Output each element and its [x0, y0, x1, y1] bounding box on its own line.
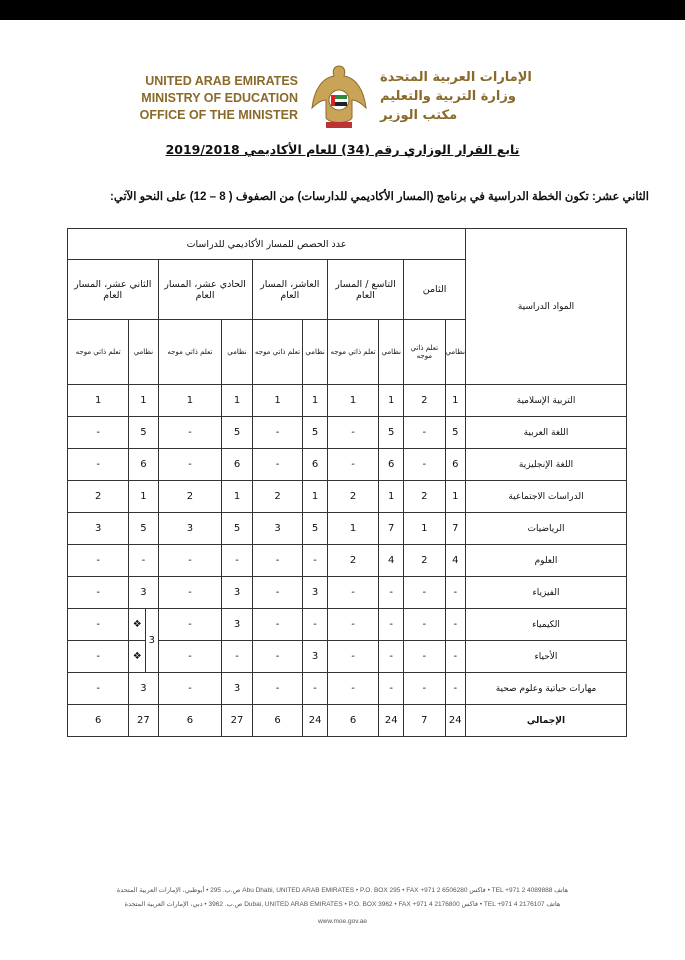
footer-website: www.moe.gov.ae [317, 918, 367, 925]
value-cell: 2 [68, 481, 129, 513]
value-cell: - [327, 641, 378, 673]
value-cell: - [327, 673, 378, 705]
value-cell: 3 [303, 641, 328, 673]
value-cell: - [158, 609, 222, 641]
value-cell: 6 [379, 449, 404, 481]
value-cell: 3 [303, 577, 328, 609]
value-cell: 2 [404, 545, 445, 577]
value-cell: 5 [129, 513, 158, 545]
value-cell: - [222, 641, 252, 673]
value-cell: - [404, 417, 445, 449]
value-cell: 1 [327, 385, 378, 417]
letterhead-line: MINISTRY OF EDUCATION [141, 91, 298, 105]
value-cell: 2 [158, 481, 222, 513]
value-cell: - [68, 577, 129, 609]
value-cell: - [68, 545, 129, 577]
value-cell: 6 [129, 449, 158, 481]
value-cell: - [68, 417, 129, 449]
value-cell: 24 [445, 705, 465, 737]
top-black-bar [0, 0, 685, 20]
value-cell: - [252, 449, 303, 481]
subject-cell: مهارات حياتية وعلوم صحية [466, 673, 627, 705]
value-cell: 1 [68, 385, 129, 417]
subject-cell: العلوم [466, 545, 627, 577]
value-cell: - [404, 641, 445, 673]
value-cell: - [379, 577, 404, 609]
value-cell: 6 [252, 705, 303, 737]
value-cell: - [158, 545, 222, 577]
value-cell: - [327, 609, 378, 641]
value-cell: 3 [158, 513, 222, 545]
value-cell: - [445, 641, 465, 673]
subject-cell: اللغة الإنجليزية [466, 449, 627, 481]
sub-header-self-learning: تعلم ذاتي موجه [252, 320, 303, 385]
value-cell: - [404, 577, 445, 609]
value-cell: 5 [129, 417, 158, 449]
value-cell: 2 [327, 545, 378, 577]
grade-header: العاشر، المسار العام [252, 260, 327, 320]
sub-header-self-learning: تعلم ذاتي موجه [68, 320, 129, 385]
sub-header-regular: نظامي [222, 320, 252, 385]
value-cell: - [445, 577, 465, 609]
value-cell: - [303, 545, 328, 577]
value-cell: ❖ [129, 609, 146, 641]
value-cell: 6 [445, 449, 465, 481]
table-row [68, 385, 627, 417]
value-cell: - [327, 449, 378, 481]
value-cell: - [158, 641, 222, 673]
value-cell: 27 [129, 705, 158, 737]
value-cell: - [404, 609, 445, 641]
value-cell: 1 [445, 385, 465, 417]
value-cell: 1 [303, 481, 328, 513]
value-cell: 1 [379, 385, 404, 417]
grade-header: الثاني عشر، المسار العام [68, 260, 159, 320]
value-cell: 5 [445, 417, 465, 449]
value-cell: 1 [222, 385, 252, 417]
shared-value-cell: 3 [146, 609, 158, 673]
value-cell: 6 [303, 449, 328, 481]
value-cell: 2 [252, 481, 303, 513]
sub-header-self-learning: تعلم ذاتي موجه [158, 320, 222, 385]
value-cell: 5 [303, 417, 328, 449]
value-cell: 7 [404, 705, 445, 737]
table-row [68, 481, 627, 513]
sub-header-regular: نظامي [129, 320, 158, 385]
subject-cell: الفيزياء [466, 577, 627, 609]
english-letterhead [140, 73, 298, 124]
value-cell: - [445, 673, 465, 705]
value-cell: - [252, 609, 303, 641]
arabic-letterhead [380, 68, 550, 125]
table-row [68, 513, 627, 545]
value-cell: 1 [303, 385, 328, 417]
value-cell: 3 [222, 609, 252, 641]
sub-header-self-learning: تعلم ذاتي موجه [327, 320, 378, 385]
value-cell: 27 [222, 705, 252, 737]
value-cell: 6 [222, 449, 252, 481]
subject-cell: الكيمياء [466, 609, 627, 641]
value-cell: 24 [303, 705, 328, 737]
subject-cell: الأحياء [466, 641, 627, 673]
subject-cell: التربية الإسلامية [466, 385, 627, 417]
value-cell: 3 [222, 673, 252, 705]
value-cell: 5 [303, 513, 328, 545]
value-cell: - [68, 673, 129, 705]
value-cell: 1 [327, 513, 378, 545]
letterhead-line: OFFICE OF THE MINISTER [139, 108, 298, 122]
subject-cell: الإجمالي [466, 705, 627, 737]
value-cell: - [404, 449, 445, 481]
value-cell: 4 [445, 545, 465, 577]
value-cell: - [303, 673, 328, 705]
value-cell: 6 [68, 705, 129, 737]
table-row [68, 705, 627, 737]
uae-emblem-icon [308, 62, 370, 134]
value-cell: - [379, 673, 404, 705]
sub-header-self-learning: تعلم ذاتي موجه [404, 320, 445, 385]
value-cell: 1 [129, 385, 158, 417]
value-cell: 1 [252, 385, 303, 417]
grade-header: التاسع / المسار العام [327, 260, 403, 320]
value-cell: - [252, 673, 303, 705]
document-title: تابع القرار الوزاري رقم (34) للعام الأكاديمي 2019/2018 [165, 142, 520, 157]
table-row [68, 609, 627, 641]
value-cell: 1 [222, 481, 252, 513]
value-cell: - [327, 417, 378, 449]
value-cell: 5 [222, 513, 252, 545]
value-cell: 1 [158, 385, 222, 417]
value-cell: 3 [129, 673, 158, 705]
value-cell: - [252, 545, 303, 577]
value-cell: - [129, 545, 158, 577]
value-cell: 3 [222, 577, 252, 609]
value-cell: 6 [327, 705, 378, 737]
table-row [68, 673, 627, 705]
letterhead-line: وزارة التربية والتعليم [380, 89, 516, 104]
letterhead-line: UNITED ARAB EMIRATES [145, 74, 298, 88]
value-cell: 7 [379, 513, 404, 545]
subject-cell: اللغة العربية [466, 417, 627, 449]
value-cell: 1 [445, 481, 465, 513]
value-cell: - [158, 417, 222, 449]
table-body [68, 385, 627, 737]
value-cell: - [222, 545, 252, 577]
value-cell: 1 [404, 513, 445, 545]
value-cell: - [158, 673, 222, 705]
value-cell: 24 [379, 705, 404, 737]
footer-address-abudhabi: ص.ب. 295 • أبوظبي، الإمارات العربية المتحدة Abu Dhabi, UNITED ARAB EMIRATES • P.O. BOX 295 • FAX +971 2 6506280 فاكس • TEL +971 2 4089888 هاتف [116, 887, 569, 894]
intro-text: الثاني عشر: تكون الخطة الدراسية في برنامج (المسار الأكاديمي للدارسات) من الصفوف ( 8 – 12) على النحو الآتي: [110, 191, 649, 203]
value-cell: 5 [222, 417, 252, 449]
grade-header: الحادي عشر، المسار العام [158, 260, 252, 320]
value-cell: - [303, 609, 328, 641]
sub-header-regular: نظامي [303, 320, 328, 385]
value-cell: - [252, 417, 303, 449]
footer-address-dubai: ص.ب. 3962 • دبي، الإمارات العربية المتحدة Dubai, UNITED ARAB EMIRATES • P.O. BOX 3962 • FAX +971 4 2176800 فاكس • TEL +971 4 2176107 هاتف [124, 901, 561, 908]
value-cell: - [252, 641, 303, 673]
letterhead-line: مكتب الوزير [380, 108, 458, 123]
value-cell: 2 [327, 481, 378, 513]
subject-header: المواد الدراسية [466, 229, 627, 385]
value-cell: - [68, 609, 129, 641]
value-cell: 5 [379, 417, 404, 449]
study-plan-table [67, 228, 627, 737]
table-row [68, 577, 627, 609]
value-cell: - [379, 609, 404, 641]
sub-header-regular: نظامي [379, 320, 404, 385]
subject-cell: الدراسات الاجتماعية [466, 481, 627, 513]
value-cell: 1 [379, 481, 404, 513]
value-cell: - [404, 673, 445, 705]
value-cell: - [327, 577, 378, 609]
value-cell: 7 [445, 513, 465, 545]
table-row [68, 417, 627, 449]
table-row [68, 449, 627, 481]
value-cell: 3 [129, 577, 158, 609]
letterhead-line: الإمارات العربية المتحدة [380, 70, 532, 85]
grade-header: الثامن [404, 260, 466, 320]
value-cell: - [379, 641, 404, 673]
value-cell: - [68, 641, 129, 673]
value-cell: 2 [404, 385, 445, 417]
value-cell: 3 [68, 513, 129, 545]
value-cell: ❖ [129, 641, 146, 673]
group-header: عدد الحصص للمسار الأكاديمي للدراسات [68, 229, 466, 260]
sub-header-regular: نظامي [445, 320, 465, 385]
subject-cell: الرياضيات [466, 513, 627, 545]
value-cell: - [252, 577, 303, 609]
value-cell: 3 [252, 513, 303, 545]
value-cell: 2 [404, 481, 445, 513]
value-cell: - [158, 449, 222, 481]
value-cell: - [68, 449, 129, 481]
value-cell: 6 [158, 705, 222, 737]
value-cell: 4 [379, 545, 404, 577]
value-cell: 1 [129, 481, 158, 513]
table-row [68, 545, 627, 577]
value-cell: - [445, 609, 465, 641]
value-cell: - [158, 577, 222, 609]
